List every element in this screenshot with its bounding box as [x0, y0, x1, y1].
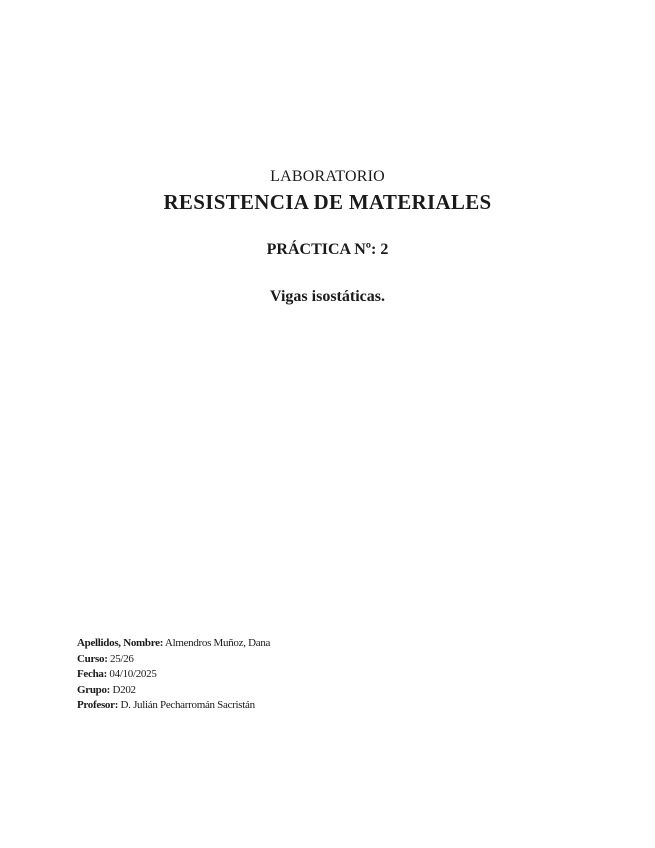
- info-row-professor: [77, 698, 270, 714]
- info-value: D202: [112, 683, 136, 696]
- info-row-course: [77, 652, 270, 668]
- info-label: Fecha:: [77, 668, 107, 680]
- student-info: [77, 636, 270, 714]
- info-label: Profesor:: [77, 699, 119, 711]
- lab-label: LABORATORIO: [270, 168, 385, 185]
- info-value: D. Julián Pecharromán Sacristán: [120, 699, 255, 711]
- document-title: RESISTENCIA DE MATERIALES: [163, 190, 492, 214]
- practice-topic: Vigas isostáticas.: [270, 288, 385, 305]
- info-value: 04/10/2025: [109, 668, 157, 680]
- info-label: Apellidos, Nombre:: [77, 637, 164, 649]
- info-label: Grupo:: [77, 683, 111, 696]
- info-row-group: [77, 683, 270, 699]
- practice-number: PRÁCTICA Nº: 2: [266, 241, 389, 258]
- info-value: Almendros Muñoz, Dana: [164, 637, 271, 649]
- info-value: 25/26: [110, 652, 134, 665]
- info-row-name: [77, 636, 270, 652]
- info-row-date: [77, 667, 270, 683]
- info-label: Curso:: [77, 652, 108, 665]
